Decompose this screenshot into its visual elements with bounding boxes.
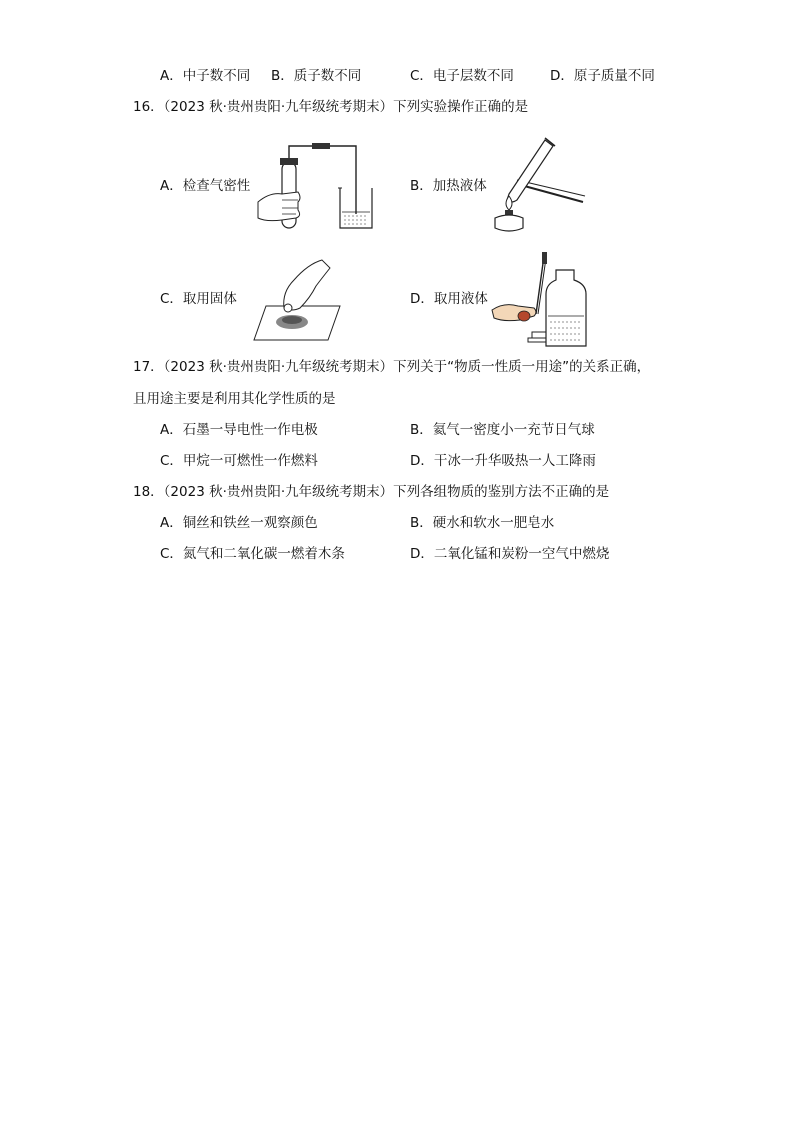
taking-liquid-figure	[490, 250, 590, 350]
q17-stem-line2: 且用途主要是利用其化学性质的是	[133, 391, 336, 407]
taking-solid-figure	[252, 254, 344, 346]
heating-liquid-figure	[487, 134, 591, 238]
q16-stem: 16．（2023 秋·贵州贵阳·九年级统考期末）下列实验操作正确的是	[133, 99, 529, 115]
q15-option-c: C．电子层数不同	[410, 68, 514, 84]
q17-option-d: D．干冰一升华吸热一人工降雨	[410, 453, 596, 469]
q16-option-d: D．取用液体	[410, 291, 488, 307]
q18-option-a: A．铜丝和铁丝一观察颜色	[160, 515, 318, 531]
q16-option-a: A．检查气密性	[160, 178, 251, 194]
q15-option-b: B．质子数不同	[271, 68, 362, 84]
q18-stem: 18．（2023 秋·贵州贵阳·九年级统考期末）下列各组物质的鉴别方法不正确的是	[133, 484, 610, 500]
q16-option-b: B．加热液体	[410, 178, 487, 194]
q16-option-c: C．取用固体	[160, 291, 237, 307]
q17-option-a: A．石墨一导电性一作电极	[160, 422, 318, 438]
q15-option-a: A．中子数不同	[160, 68, 251, 84]
q17-option-b: B．氦气一密度小一充节日气球	[410, 422, 595, 438]
q18-option-d: D．二氧化锰和炭粉一空气中燃烧	[410, 546, 610, 562]
q15-option-d: D．原子质量不同	[550, 68, 655, 84]
q18-option-b: B．硬水和软水一肥皂水	[410, 515, 555, 531]
q17-option-c: C．甲烷一可燃性一作燃料	[160, 453, 318, 469]
airtightness-check-figure	[252, 140, 376, 232]
q18-option-c: C．氮气和二氧化碳一燃着木条	[160, 546, 345, 562]
q17-stem-line1: 17．（2023 秋·贵州贵阳·九年级统考期末）下列关于“物质一性质一用途”的关系正确，	[133, 359, 651, 375]
